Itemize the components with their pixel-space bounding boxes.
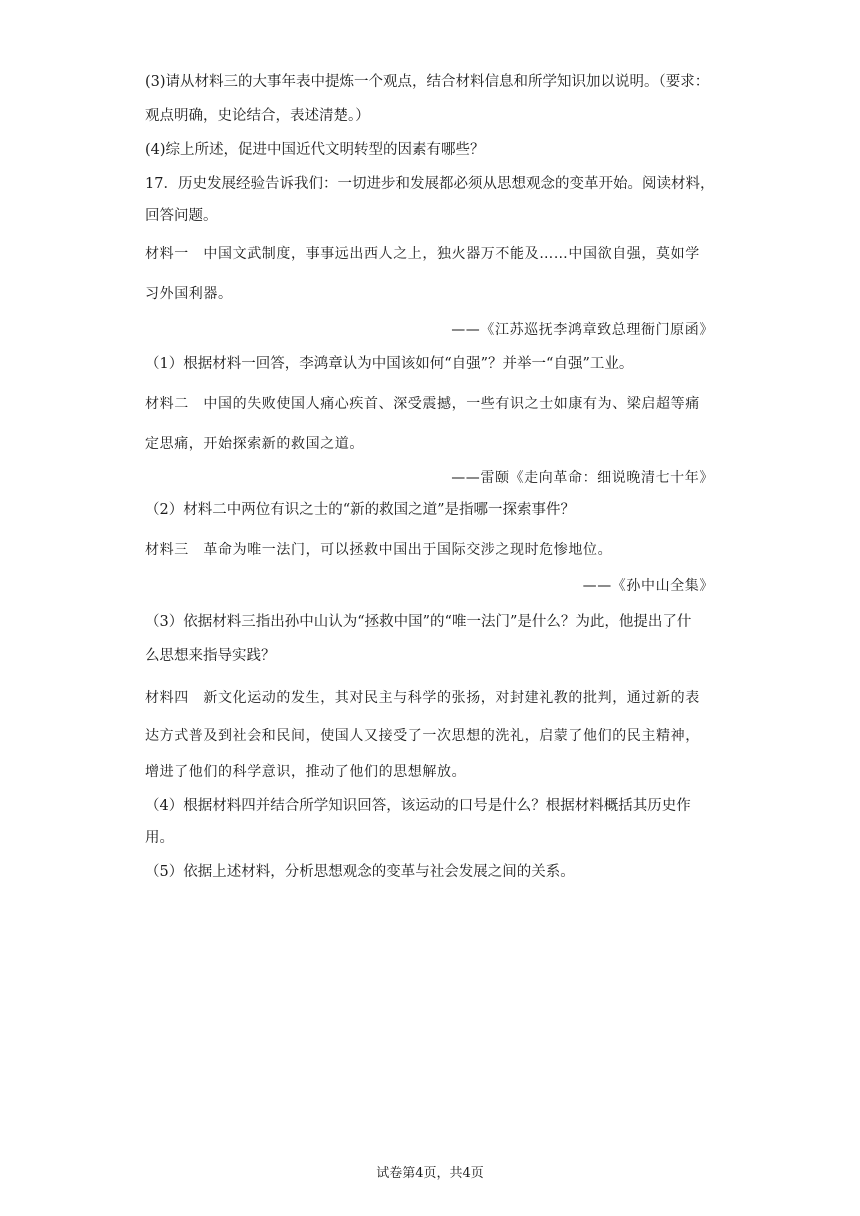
- sub-question-3-line1: （3）依据材料三指出孙中山认为“拯救中国”的“唯一法门”是什么？为此，他提出了什: [145, 614, 692, 630]
- material-1-line2: 习外国利器。: [145, 286, 233, 302]
- question-3-line1: (3)请从材料三的大事年表中提炼一个观点，结合材料信息和所学知识加以说明。（要求：: [145, 74, 710, 90]
- material-1-line1: 材料一 中国文武制度，事事远出西人之上，独火器万不能及……中国欲自强，莫如学: [145, 246, 700, 262]
- sub-question-4-line2: 用。: [145, 830, 174, 846]
- sub-question-4-line1: （4）根据材料四并结合所学知识回答，该运动的口号是什么？根据材料概括其历史作: [145, 798, 691, 814]
- page-footer: 试卷第4页，共4页: [376, 1166, 484, 1181]
- material-4-line1: 材料四 新文化运动的发生，其对民主与科学的张扬，对封建礼教的批判，通过新的表: [145, 690, 700, 706]
- question-3-line2: 观点明确，史论结合，表述清楚。）: [145, 108, 370, 124]
- material-2-source: ——雷颐《走向革命：细说晚清七十年》: [451, 470, 714, 486]
- question-17-line2: 回答问题。: [145, 208, 218, 224]
- material-3: 材料三 革命为唯一法门，可以拯救中国出于国际交涉之现时危惨地位。: [145, 542, 613, 558]
- material-4-line3: 增进了他们的科学意识，推动了他们的思想解放。: [145, 764, 467, 780]
- material-3-source: ——《孙中山全集》: [582, 578, 714, 594]
- material-4-line2: 达方式普及到社会和民间，使国人又接受了一次思想的洗礼，启蒙了他们的民主精神，: [145, 728, 700, 744]
- sub-question-5: （5）依据上述材料，分析思想观念的变革与社会发展之间的关系。: [145, 864, 575, 880]
- sub-question-1: （1）根据材料一回答，李鸿章认为中国该如何“自强”？并举一“自强”工业。: [145, 356, 634, 372]
- material-2-line2: 定思痛，开始探索新的救国之道。: [145, 436, 364, 452]
- question-17-line1: 17．历史发展经验告诉我们：一切进步和发展都必须从思想观念的变革开始。阅读材料，: [145, 176, 715, 192]
- sub-question-2: （2）材料二中两位有识之士的“新的救国之道”是指哪一探索事件？: [145, 502, 576, 518]
- sub-question-3-line2: 么思想来指导实践？: [145, 648, 276, 664]
- question-4: (4)综上所述，促进中国近代文明转型的因素有哪些？: [145, 142, 485, 158]
- material-1-source: ——《江苏巡抚李鸿章致总理衙门原函》: [451, 322, 714, 338]
- material-2-line1: 材料二 中国的失败使国人痛心疾首、深受震撼，一些有识之士如康有为、梁启超等痛: [145, 396, 700, 412]
